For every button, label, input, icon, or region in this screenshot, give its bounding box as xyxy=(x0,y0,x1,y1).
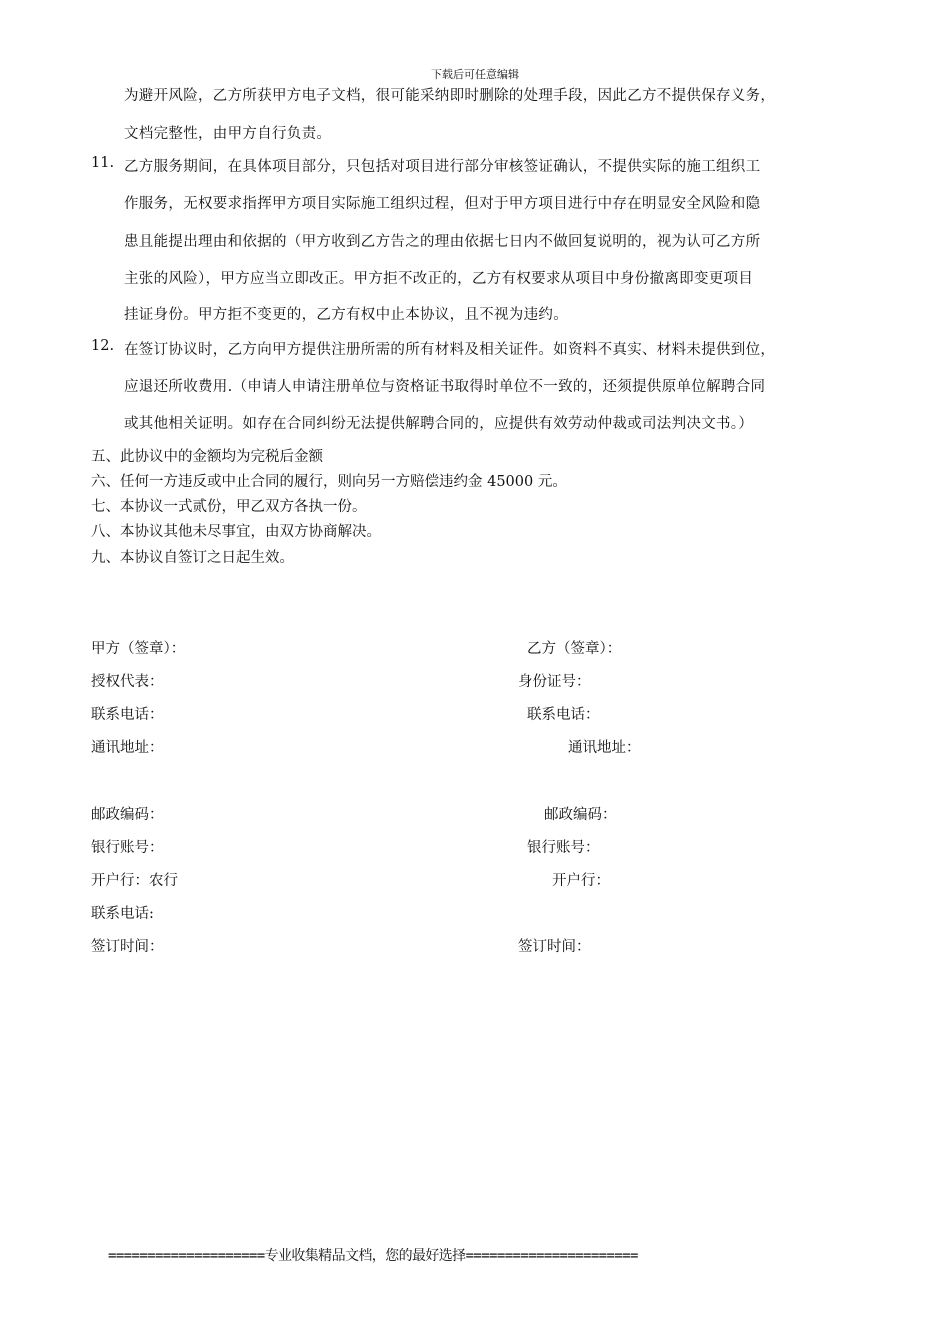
item-number: 11. xyxy=(91,155,115,171)
item-line: 作服务，无权要求指挥甲方项目实际施工组织过程，但对于甲方项目进行中存在明显安全风险和隐 xyxy=(124,196,761,212)
party-b-address: 通讯地址： xyxy=(568,740,641,756)
item-line: 主张的风险），甲方应当立即改正。甲方拒不改正的，乙方有权要求从项目中身份撤离即变更项目 xyxy=(124,271,754,287)
party-a-phone-2: 联系电话: xyxy=(91,906,154,922)
clause: 七、本协议一式贰份，甲乙双方各执一份。 xyxy=(91,499,367,515)
party-b-postcode: 邮政编码： xyxy=(544,807,617,823)
party-a-address: 通讯地址： xyxy=(91,740,164,756)
item-line: 应退还所收费用.（申请人申请注册单位与资格证书取得时单位不一致的，还须提供原单位解聘合同 xyxy=(124,379,766,395)
party-a-rep: 授权代表： xyxy=(91,674,164,690)
party-b-sign: 乙方（签章）： xyxy=(527,641,622,657)
party-a-bank-account: 银行账号： xyxy=(91,840,164,856)
item-line: 或其他相关证明。如存在合同纠纷无法提供解聘合同的，应提供有效劳动仲裁或司法判决文书。） xyxy=(124,416,754,432)
page-header: 下载后可任意编辑 xyxy=(431,68,519,81)
item-line: 挂证身份。甲方拒不变更的，乙方有权中止本协议，且不视为违约。 xyxy=(124,307,568,323)
party-b-id: 身份证号： xyxy=(518,674,591,690)
party-a-bank: 开户行：农行 xyxy=(91,873,178,889)
clause: 九、本协议自签订之日起生效。 xyxy=(91,550,294,566)
party-a-phone: 联系电话： xyxy=(91,707,164,723)
item-line: 乙方服务期间，在具体项目部分，只包括对项目进行部分审核签证确认，不提供实际的施工组织工 xyxy=(124,159,761,175)
clause: 八、本协议其他未尽事宜，由双方协商解决。 xyxy=(91,524,381,540)
clause: 六、任何一方违反或中止合同的履行，则向另一方赔偿违约金 45000 元。 xyxy=(91,474,567,490)
item-line: 在签订协议时，乙方向甲方提供注册所需的所有材料及相关证件。如资料不真实、材料未提供到位， xyxy=(124,342,776,358)
page-footer: ====================专业收集精品文档，您的最好选择====================== xyxy=(108,1248,638,1264)
party-b-date: 签订时间： xyxy=(518,939,591,955)
clause: 五、此协议中的金额均为完税后金额 xyxy=(91,449,323,465)
item-line: 患且能提出理由和依据的（甲方收到乙方告之的理由依据七日内不做回复说明的，视为认可乙方所 xyxy=(124,234,761,250)
intro-line: 文档完整性，由甲方自行负责。 xyxy=(124,126,332,142)
party-a-sign: 甲方（签章）： xyxy=(91,641,186,657)
party-b-bank: 开户行： xyxy=(552,873,610,889)
party-a-postcode: 邮政编码： xyxy=(91,807,164,823)
party-b-bank-account: 银行账号： xyxy=(527,840,600,856)
party-a-date: 签订时间： xyxy=(91,939,164,955)
item-number: 12. xyxy=(91,338,115,354)
party-b-phone: 联系电话： xyxy=(527,707,600,723)
intro-line: 为避开风险，乙方所获甲方电子文档，很可能采纳即时删除的处理手段，因此乙方不提供保存义务， xyxy=(124,88,776,104)
